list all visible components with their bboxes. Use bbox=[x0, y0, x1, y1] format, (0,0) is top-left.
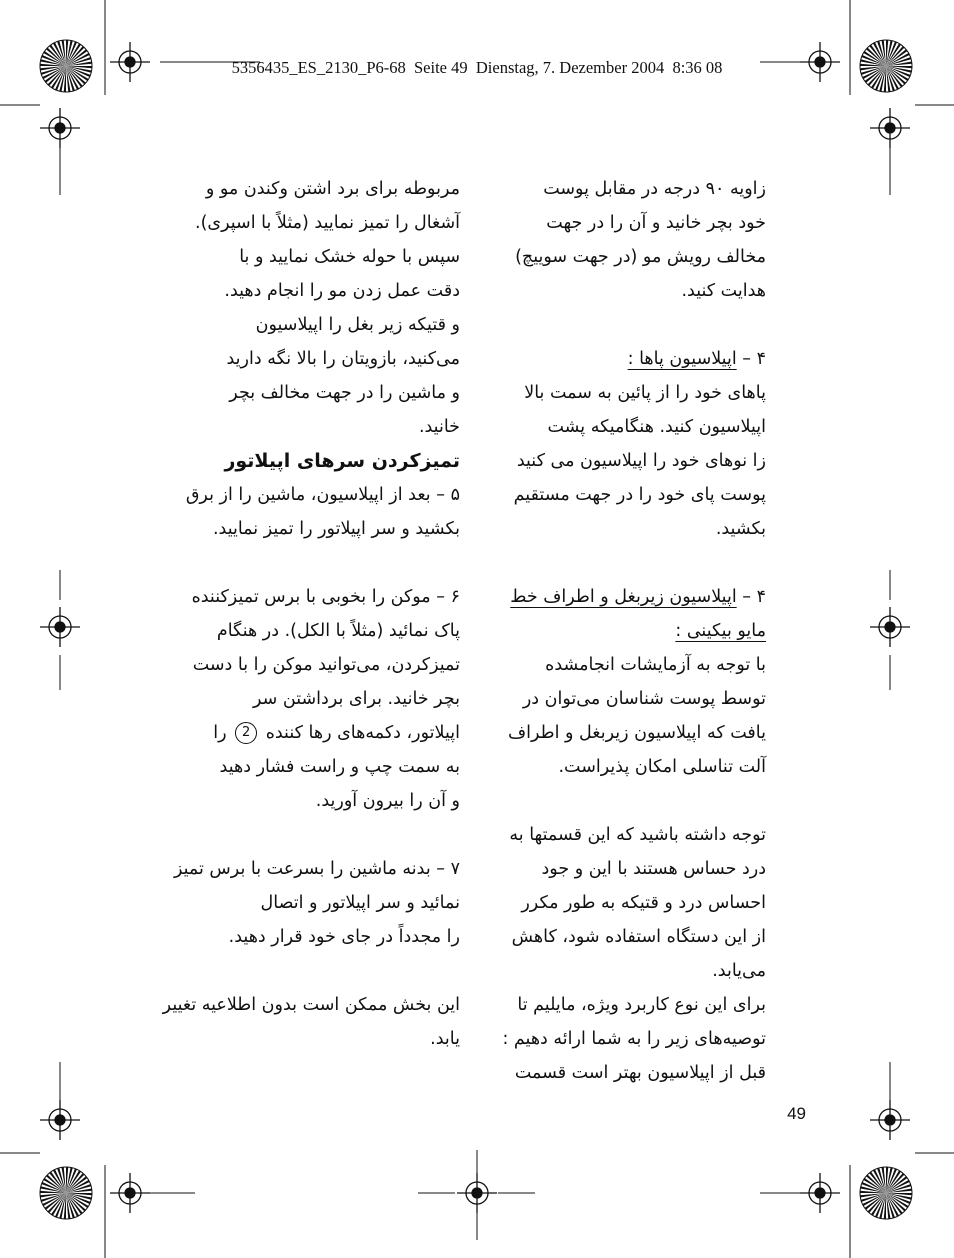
crosshair-target-icon bbox=[870, 108, 910, 148]
text-line: را مجدداً در جای خود قرار دهید. bbox=[228, 927, 460, 947]
text-line: بچر خانید. برای برداشتن سر bbox=[253, 689, 460, 709]
text-line: با توجه به آزمایشات انجامشده bbox=[545, 655, 766, 675]
step-5 bbox=[138, 478, 460, 546]
text-line: پوست پای خود را در جهت مستقیم bbox=[513, 485, 766, 505]
text-line: یابد. bbox=[430, 1029, 460, 1049]
text-line: می‌یابد. bbox=[712, 961, 766, 981]
text-line: احساس درد و قتیکه به طور مکرر bbox=[521, 893, 766, 913]
text-line: پاک نمائید (مثلاً با الکل). در هنگام bbox=[216, 621, 460, 641]
crosshair-target-icon bbox=[40, 1100, 80, 1140]
text-line: درد حساس هستند با این و جود bbox=[541, 859, 766, 879]
text-line: و ماشین را در جهت مخالف بچر bbox=[229, 383, 460, 403]
text-line: توجه داشته باشید که این قسمتها به bbox=[509, 825, 766, 845]
text-line: نمائید و سر اپیلاتور و اتصال bbox=[260, 893, 460, 913]
text-line: خود بچر خانید و آن را در جهت bbox=[546, 213, 766, 233]
text-line: به سمت چپ و راست فشار دهید bbox=[219, 757, 460, 777]
text-line: زا نوهای خود را اپیلاسیون می کنید bbox=[516, 451, 766, 471]
step-number: ۴ – bbox=[742, 587, 766, 607]
print-slug-line: 5356435_ES_2130_P6-68 Seite 49 Dienstag, 7. Dezember 2004 8:36 08 bbox=[231, 58, 723, 77]
footer-note bbox=[138, 988, 460, 1056]
step-legs bbox=[486, 342, 766, 546]
text-line: می‌کنید، بازویتان را بالا نگه دارید bbox=[226, 349, 460, 369]
step-number: ۶ – bbox=[436, 587, 460, 607]
text-line: را bbox=[213, 723, 227, 743]
text-line: یافت که اپیلاسیون زیربغل و اطراف bbox=[507, 723, 766, 743]
text-line: توسط پوست شناسان می‌توان در bbox=[522, 689, 766, 709]
text-line: اپیلاتور، دکمه‌های رها کننده bbox=[265, 723, 460, 743]
step-number: ۷ – bbox=[436, 859, 460, 879]
text-line: از این دستگاه استفاده شود، کاهش bbox=[511, 927, 766, 947]
crosshair-target-icon bbox=[40, 607, 80, 647]
text-line: برای این نوع کاربرد ویژه، مایلیم تا bbox=[517, 995, 766, 1015]
text-line: دقت عمل زدن مو را انجام دهید. bbox=[224, 281, 460, 301]
text-line: بدنه ماشین را بسرعت با برس تمیز bbox=[173, 859, 431, 879]
text-line: خانید. bbox=[418, 417, 460, 437]
text-line: پاهای خود را از پائین به سمت بالا bbox=[524, 383, 766, 403]
step-number: ۵ – bbox=[436, 485, 460, 505]
callout-number: 2 bbox=[235, 722, 257, 744]
step-number: ۴ – bbox=[742, 349, 766, 369]
intro-paragraph bbox=[486, 172, 766, 308]
text-line: مربوطه برای برد اشتن وکندن مو و bbox=[205, 179, 460, 199]
starburst-register-icon bbox=[860, 1167, 912, 1219]
crosshair-target-icon bbox=[870, 1100, 910, 1140]
starburst-register-icon bbox=[40, 1167, 92, 1219]
step-title: اپیلاسیون پاها : bbox=[627, 349, 737, 369]
text-line: و آن را بیرون آورید. bbox=[315, 791, 460, 811]
page-number: 49 bbox=[787, 1104, 806, 1123]
text-line: اپیلاسیون کنید. هنگامیکه پشت bbox=[547, 417, 766, 437]
text-line: قبل از اپیلاسیون بهتر است قسمت bbox=[514, 1063, 766, 1083]
right-column bbox=[486, 172, 766, 1090]
crosshair-target-icon bbox=[800, 1173, 840, 1213]
text-line: تمیزکردن، می‌توانید موکن را با دست bbox=[192, 655, 460, 675]
step-title-continued: مایو بیکینی : bbox=[675, 621, 766, 641]
intro-paragraph bbox=[138, 172, 460, 444]
note-paragraph bbox=[486, 818, 766, 1090]
text-line: آلت تناسلی امکان پذیراست. bbox=[558, 757, 766, 777]
step-underarm bbox=[486, 580, 766, 784]
text-line: هدایت کنید. bbox=[681, 281, 766, 301]
text-line: توصیه‌های زیر را به شما ارائه دهیم : bbox=[502, 1029, 766, 1049]
text-line: بکشید و سر اپیلاتور را تمیز نمایید. bbox=[212, 519, 460, 539]
text-line: بعد از اپیلاسیون، ماشین را از برق bbox=[185, 485, 431, 505]
step-6 bbox=[138, 580, 460, 818]
text-line: آشغال را تمیز نمایید (مثلاً با اسپری). bbox=[195, 213, 460, 233]
text-line: مخالف رویش مو (در جهت سوییچ) bbox=[515, 247, 766, 267]
text-line: زاویه ۹۰ درجه در مقابل پوست bbox=[543, 179, 766, 199]
text-line: و قتیکه زیر بغل را اپیلاسیون bbox=[255, 315, 460, 335]
crosshair-target-icon bbox=[110, 1173, 150, 1213]
crosshair-target-icon bbox=[457, 1173, 497, 1213]
text-line: این بخش ممکن است بدون اطلاعیه تغییر bbox=[162, 995, 460, 1015]
crosshair-target-icon bbox=[870, 607, 910, 647]
step-7 bbox=[138, 852, 460, 954]
text-line: سپس با حوله خشک نمایید و با bbox=[239, 247, 460, 267]
text-line: بکشید. bbox=[715, 519, 766, 539]
left-column bbox=[138, 172, 460, 1056]
section-heading: تمیزکردن سرهای اپیلاتور bbox=[224, 450, 460, 472]
crosshair-target-icon bbox=[40, 108, 80, 148]
step-title: اپیلاسیون زیربغل و اطراف خط bbox=[510, 587, 737, 607]
text-line: موکن را بخوبی با برس تمیزکننده bbox=[191, 587, 431, 607]
